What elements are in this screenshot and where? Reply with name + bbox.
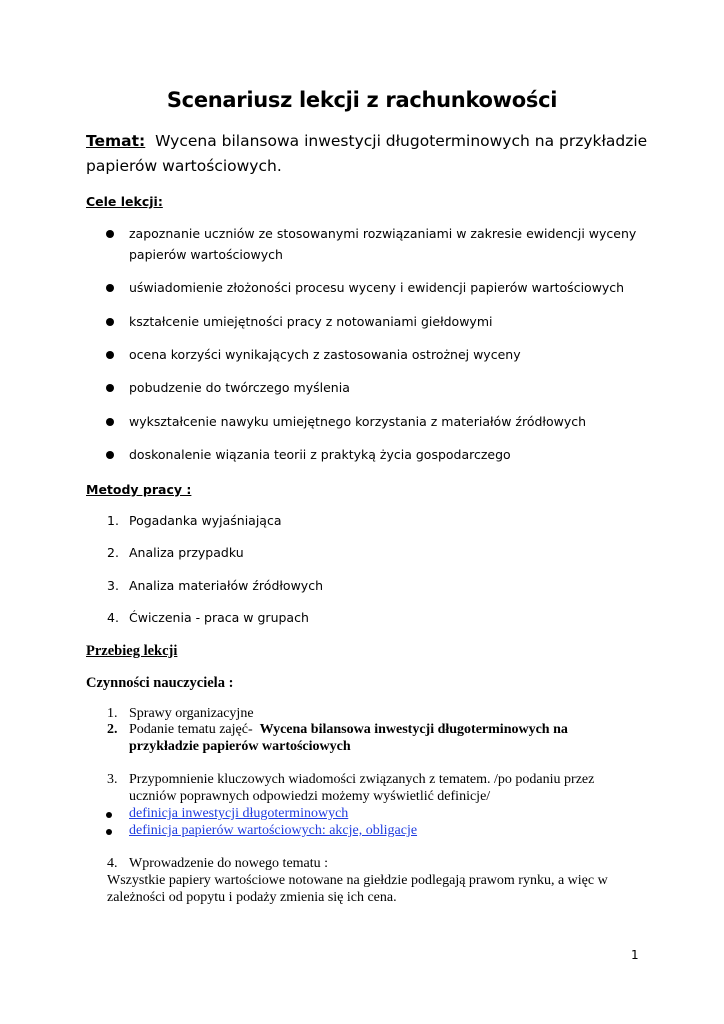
bullet-icon <box>106 418 114 426</box>
bullet-icon <box>106 451 114 459</box>
goal-item-2: uświadomienie złożoności procesu wyceny i ewidencji papierów wartościowych <box>129 280 625 295</box>
method-item-4: Ćwiczenia - praca w grupach <box>129 610 309 625</box>
goal-item-1-line-1: zapoznanie uczniów ze stosowanymi rozwiązaniami w zakresie ewidencji wyceny <box>129 226 637 241</box>
teacher-actions-heading: Czynności nauczyciela : <box>86 675 234 691</box>
bullet-icon <box>106 829 112 835</box>
link-long-term-investments-definition[interactable]: definicja inwestycji długoterminowych <box>129 806 349 821</box>
step-3-line-1: Przypomnienie kluczowych wiadomości związanych z tematem. /po podaniu przez <box>129 772 595 787</box>
step-num-1: 1. <box>107 706 118 721</box>
topic-text-1: Wycena bilansowa inwestycji długoterminowych na przykładzie <box>155 132 648 150</box>
step-3-line-2: uczniów poprawnych odpowiedzi możemy wyświetlić definicje/ <box>129 789 491 804</box>
method-item-2: Analiza przypadku <box>129 545 244 560</box>
bullet-icon <box>106 384 114 392</box>
method-num-4: 4. <box>107 610 119 625</box>
method-item-3: Analiza materiałów źródłowych <box>129 578 323 593</box>
step-2-line-1 <box>129 722 568 738</box>
step-1: Sprawy organizacyjne <box>129 706 254 721</box>
method-num-1: 1. <box>107 513 119 528</box>
step-2-topic-bold-2: przykładzie papierów wartościowych <box>129 739 351 754</box>
step-num-4: 4. <box>107 856 118 871</box>
method-item-1: Pogadanka wyjaśniająca <box>129 513 282 528</box>
bullet-icon <box>106 284 114 292</box>
bullet-icon <box>106 812 112 818</box>
intro-paragraph-line-1: Wszystkie papiery wartościowe notowane na giełdzie podlegają prawom rynku, a więc w <box>107 873 608 888</box>
method-num-2: 2. <box>107 545 119 560</box>
step-num-2: 2. <box>107 722 118 737</box>
step-2-text: Podanie tematu zajęć- <box>129 722 253 737</box>
goals-heading: Cele lekcji: <box>86 194 163 209</box>
lesson-heading: Przebieg lekcji <box>86 643 178 659</box>
intro-paragraph-line-2: zależności od popytu i podaży zmienia się ich cena. <box>107 890 397 905</box>
goal-item-5: pobudzenie do twórczego myślenia <box>129 380 350 395</box>
method-num-3: 3. <box>107 578 119 593</box>
step-4: Wprowadzenie do nowego tematu : <box>129 856 329 871</box>
bullet-icon <box>106 351 114 359</box>
bullet-icon <box>106 230 114 238</box>
methods-heading: Metody pracy : <box>86 482 192 497</box>
topic-line-1 <box>86 132 647 150</box>
goal-item-4: ocena korzyści wynikających z zastosowania ostrożnej wyceny <box>129 347 521 362</box>
goal-item-3: kształcenie umiejętności pracy z notowaniami giełdowymi <box>129 314 493 329</box>
step-num-3: 3. <box>107 772 118 787</box>
goal-item-1-line-2: papierów wartościowych <box>129 247 283 262</box>
goal-item-7: doskonalenie wiązania teorii z praktyką życia gospodarczego <box>129 447 511 462</box>
page-number: 1 <box>631 948 639 962</box>
topic-label: Temat: <box>86 132 146 150</box>
link-securities-definition[interactable]: definicja papierów wartościowych: akcje, obligacje <box>129 823 418 838</box>
document-title: Scenariusz lekcji z rachunkowości <box>166 88 558 112</box>
goal-item-6: wykształcenie nawyku umiejętnego korzystania z materiałów źródłowych <box>129 414 587 429</box>
step-2-topic-bold-1: Wycena bilansowa inwestycji długoterminowych na <box>259 722 568 737</box>
topic-line-2: papierów wartościowych. <box>86 157 282 175</box>
bullet-icon <box>106 318 114 326</box>
